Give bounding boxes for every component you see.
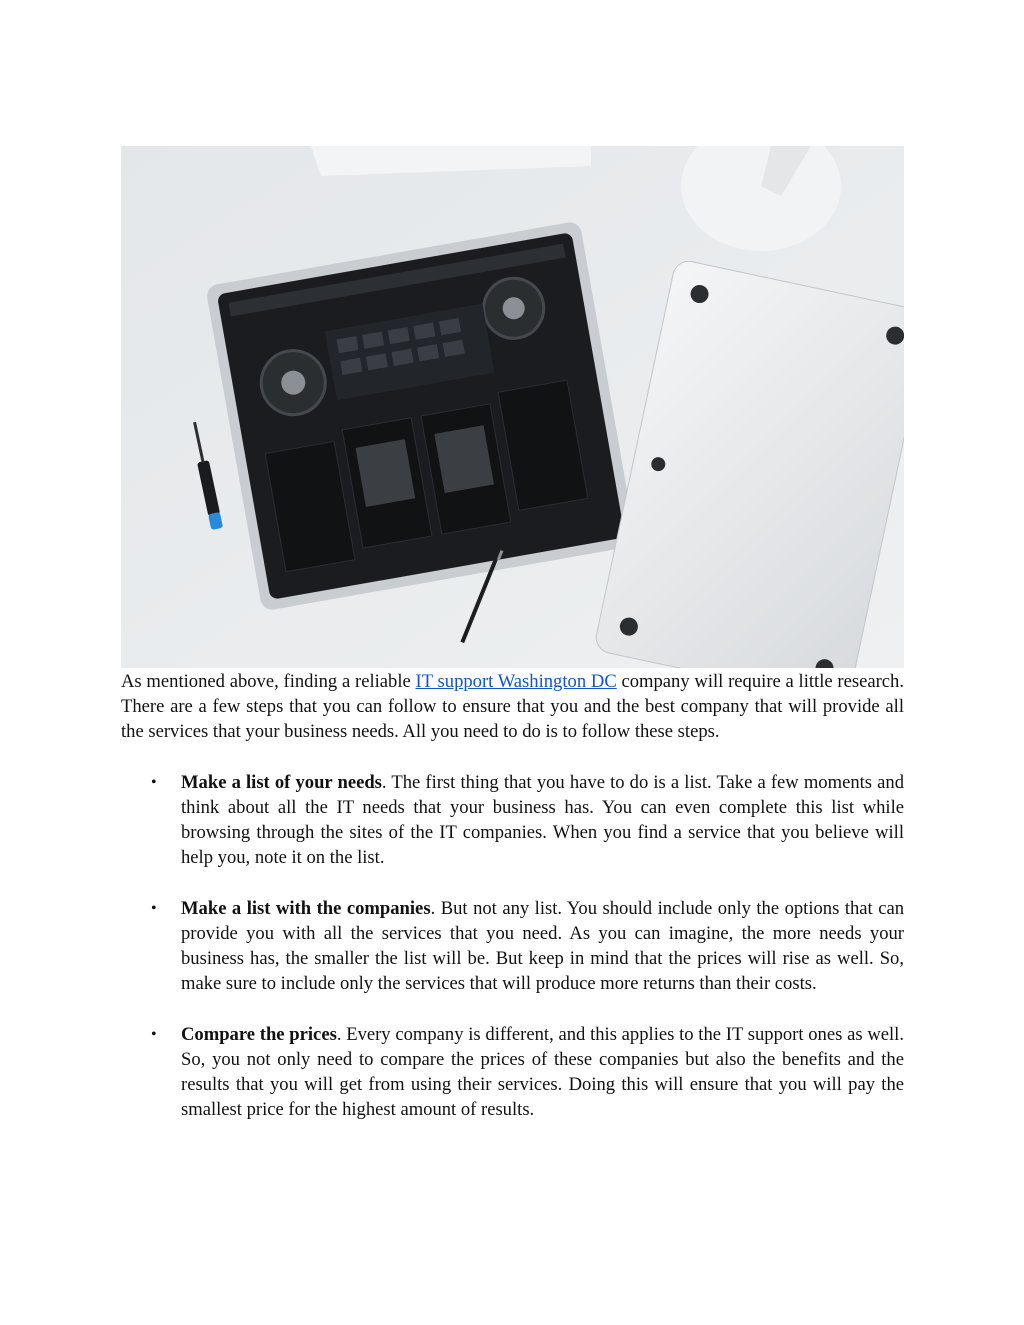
list-item	[121, 896, 904, 996]
step-title: Compare the prices	[181, 1024, 337, 1045]
intro-text-after: company will require a little research. There are a few steps that you can follow to ensure that you and the best company that will provide all the services that your business needs. All you need to do is to follow these steps.	[121, 671, 904, 742]
bullet-icon: •	[151, 900, 157, 917]
bullet-icon: •	[151, 774, 157, 791]
article-content	[121, 669, 904, 1148]
intro-text-before: As mentioned above, finding a reliable	[121, 671, 416, 692]
laptop-repair-photo	[121, 146, 904, 668]
it-support-link[interactable]: IT support Washington DC	[415, 671, 617, 692]
step-body: . But not any list. You should include only the options that can provide you with all the services that you need. As you can imagine, the more needs your business has, the smaller the list will be. But keep in mind that the prices will rise as well. So, make sure to include only the services that will produce more returns than their costs.	[181, 898, 904, 994]
step-title: Make a list of your needs	[181, 772, 382, 793]
step-title: Make a list with the companies	[181, 898, 431, 919]
list-item	[121, 770, 904, 870]
steps-list	[121, 770, 904, 1122]
intro-paragraph	[121, 669, 904, 744]
bullet-icon: •	[151, 1026, 157, 1043]
list-item	[121, 1022, 904, 1122]
step-body: . Every company is different, and this applies to the IT support ones as well. So, you not only need to compare the prices of these companies but also the benefits and the results that you will get from using their services. Doing this will ensure that you will pay the smallest price for the highest amount of results.	[181, 1024, 904, 1120]
step-body: . The first thing that you have to do is a list. Take a few moments and think about all the IT needs that your business has. You can even complete this list while browsing through the sites of the IT companies. When you find a service that you believe will help you, note it on the list.	[181, 772, 904, 868]
